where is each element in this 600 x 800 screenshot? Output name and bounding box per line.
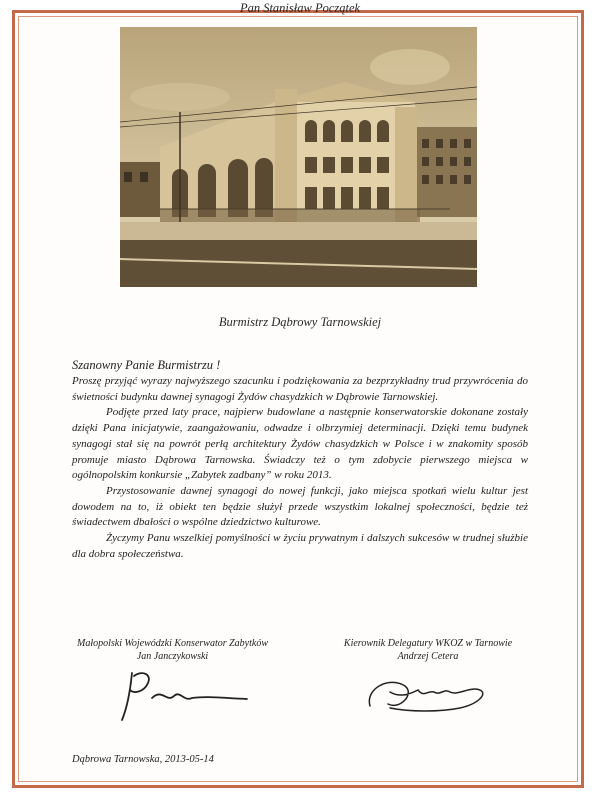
signature-right bbox=[360, 668, 500, 718]
salutation: Szanowny Panie Burmistrzu ! bbox=[72, 358, 221, 372]
paragraph: Proszę przyjąć wyrazy najwyższego szacunku i podziękowania za bezprzykładny trud przywrócenia do świetności budynku dawnej synagogi Żydów chasydzkich w Dąbrowie Tarnowskiej. bbox=[72, 375, 528, 403]
recipient-name: Pan Stanisław Początek bbox=[239, 1, 361, 15]
place-date: Dąbrowa Tarnowska, 2013-05-14 bbox=[72, 754, 214, 765]
synagogue-photo bbox=[120, 27, 477, 287]
signatory-left bbox=[60, 637, 285, 663]
paragraph: Życzymy Panu wszelkiej pomyślności w życiu prywatnym i dalszych sukcesów w trudnej służbie dla dobra społeczeństwa. bbox=[72, 532, 528, 560]
signatory-right bbox=[312, 637, 544, 663]
letter-body bbox=[72, 374, 528, 562]
signature-left bbox=[112, 668, 262, 728]
paragraph: Przystosowanie dawnej synagogi do nowej funkcji, jako miejsca spotkań wielu kultur jest dowodem na to, iż obiekt ten będzie służył przede wszystkim lokalnej społeczności, będzie też świadectwem dbałości o wspólne dziedzictwo kulturowe. bbox=[72, 484, 528, 529]
paragraph: Podjęte przed laty prace, najpierw budowlane a następnie konserwatorskie dokonane zostały dzięki Pana inicjatywie, zaangażowaniu, odwadze i olbrzymiej determinacji. Dzięki temu budynek synagogi stał się na powrót perłą architektury Żydów chasydzkich w Polsce i w znakomity sposób promuje miasto Dąbrowa Tarnowska. Świadczy też o tym zdobycie pierwszego miejsca w ogólnopolskim konkursie „Zabytek zadbany” w roku 2013. bbox=[72, 406, 528, 482]
signatory-left-name: Jan Janczykowski bbox=[136, 651, 209, 662]
signatory-right-title: Kierownik Delegatury WKOZ w Tarnowie bbox=[343, 638, 513, 649]
signatory-right-name: Andrzej Cetera bbox=[397, 651, 459, 662]
signatory-left-title: Małopolski Wojewódzki Konserwator Zabytków bbox=[76, 638, 269, 649]
recipient-title: Burmistrz Dąbrowy Tarnowskiej bbox=[218, 315, 382, 329]
